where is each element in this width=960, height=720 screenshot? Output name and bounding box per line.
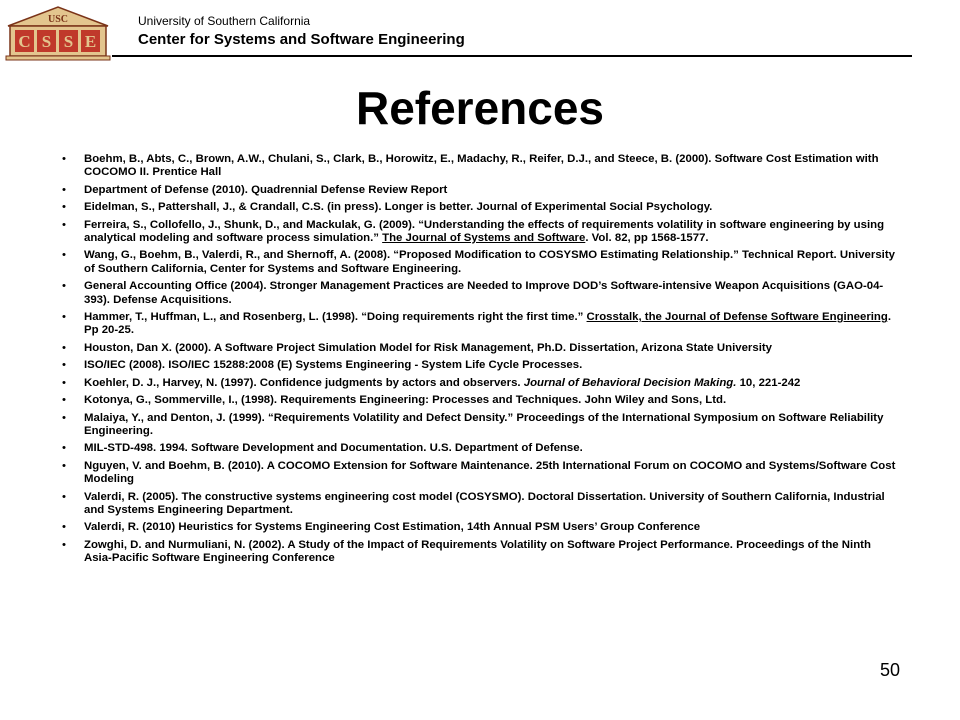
reference-text: Kotonya, G., Sommerville, I., (1998). Requirements Engineering: Processes and Techniques. John Wiley and Sons, Ltd. [84,394,727,407]
reference-text: Journal of Behavioral Decision Making. [523,376,737,389]
reference-text: 10, 221-242 [736,376,801,389]
logo-letter: C [18,32,31,51]
csse-logo [4,4,112,62]
reference-text: Nguyen, V. and Boehm, B. (2010). A COCOMO Extension for Software Maintenance. 25th International Forum on COCOMO and Systems/Software Cost Modeling [84,459,896,486]
reference-text: Hammer, T., Huffman, L., and Rosenberg, L. (1998). “Doing requirements right the first time.” [84,311,587,324]
reference-item [60,311,900,338]
reference-item [60,442,900,455]
reference-item [60,249,900,276]
reference-text: Eidelman, S., Pattershall, J., & Crandall, C.S. (in press). Longer is better. Journal of Experimental Social Psychology. [84,201,713,214]
reference-item [60,394,900,407]
header-text [138,14,465,50]
reference-item [60,219,900,246]
csse-logo-icon [4,4,112,62]
reference-text: The Journal of Systems and Software [382,232,586,245]
reference-text: Boehm, B., Abts, C., Brown, A.W., Chulani, S., Clark, B., Horowitz, E., Madachy, R., Reifer, D.J., and Steece, B. (2000). Software Cost Estimation with COCOMO II. Prentice Hall [84,153,879,179]
reference-text: Koehler, D. J., Harvey, N. (1997). Confidence judgments by actors and observers. [84,376,524,389]
reference-item [60,359,900,372]
reference-item [60,201,900,214]
reference-text: Zowghi, D. and Nurmuliani, N. (2002). A Study of the Impact of Requirements Volatility on Software Project Performance. Proceedings of the Ninth Asia-Pacific Software Engineering Conference [84,538,871,565]
reference-item [60,539,900,566]
reference-text: Crosstalk, the Journal of Defense Software Engineering [586,311,888,324]
reference-item [60,153,900,180]
reference-item [60,521,900,534]
reference-text: Malaiya, Y., and Denton, J. (1999). “Requirements Volatility and Defect Density.” Proceedings of the International Symposium on Software Reliability Engineering. [84,411,884,437]
page-number: 50 [880,660,901,680]
logo-letter: S [41,32,52,51]
reference-item [60,491,900,518]
reference-text: Ferreira, S., Collofello, J., Shunk, D., and Mackulak, G. (2009). “Understanding the effects of requirements volatility in software engineering by using analytical modeling and software process simulation.” [84,218,885,245]
logo-letter: S [63,32,74,51]
reference-text: . Vol. 82, pp 1568-1577. [585,232,709,245]
reference-list [60,153,900,570]
reference-text: . Pp 20-25. [84,311,892,337]
reference-text: Valerdi, R. (2005). The constructive systems engineering cost model (COSYSMO). Doctoral Dissertation. University of Southern California, Industrial and Systems Engineering Department. [84,490,885,516]
header-rule [112,55,912,57]
reference-text: Valerdi, R. (2010) Heuristics for Systems Engineering Cost Estimation, 14th Annual PSM Users’ Group Conference [84,521,701,534]
reference-text: Wang, G., Boehm, B., Valerdi, R., and Shernoff, A. (2008). “Proposed Modification to COSYSMO Estimating Relationship.” Technical Report. University of Southern California, Center for Systems and Software Engineering. [84,249,895,275]
reference-item [60,412,900,439]
reference-text: MIL-STD-498. 1994. Software Development and Documentation. U.S. Department of Defense. [84,442,583,455]
reference-item [60,377,900,390]
reference-item [60,280,900,307]
page-title: References [355,82,605,134]
university-name: University of Southern California [138,14,311,28]
logo-arch-text: USC [47,14,69,25]
reference-item [60,460,900,487]
reference-text: Department of Defense (2010). Quadrennial Defense Review Report [84,183,448,196]
reference-item [60,342,900,355]
center-name: Center for Systems and Software Engineering [138,31,465,48]
reference-text: ISO/IEC (2008). ISO/IEC 15288:2008 (E) Systems Engineering - System Life Cycle Processes. [84,359,583,372]
reference-text: General Accounting Office (2004). Stronger Management Practices are Needed to Improve DOD’s Software-intensive Weapon Acquisitions (GAO-04-393). Defense Acquisitions. [84,280,884,306]
reference-text: Houston, Dan X. (2000). A Software Project Simulation Model for Risk Management, Ph.D. Dissertation, Arizona State University [84,341,772,354]
reference-item [60,184,900,197]
logo-letter: E [84,32,97,51]
